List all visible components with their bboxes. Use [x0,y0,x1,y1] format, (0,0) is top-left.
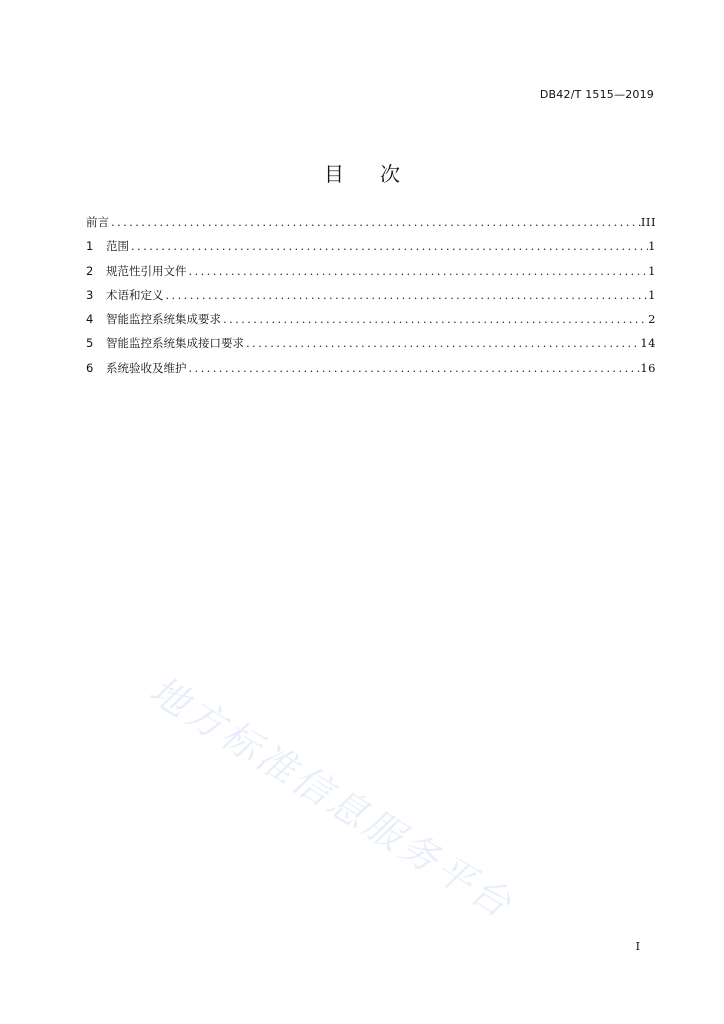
toc-entry-number: 2 [86,263,94,278]
standard-code: DB42/T 1515—2019 [539,88,654,101]
page-title [0,158,724,187]
toc-entry-4[interactable] [86,311,656,335]
toc-entry-6[interactable] [86,360,656,384]
toc-leader-dots [131,239,648,253]
toc-entry-page: 1 [648,287,656,302]
toc-entry-number: 6 [86,360,94,375]
toc-entry-number: 4 [86,312,94,327]
toc-entry-3[interactable] [86,287,656,311]
toc-entry-label: 规范性引用文件 [106,263,187,278]
toc-entry-page: 2 [648,312,656,327]
table-of-contents [86,214,656,384]
toc-entry-label: 系统验收及维护 [106,360,187,375]
toc-entry-label: 前言 [86,215,109,229]
toc-leader-dots [166,288,649,302]
toc-entry-5[interactable] [86,335,656,359]
toc-leader-dots [223,312,648,326]
toc-entry-number: 3 [86,287,94,302]
toc-entry-2[interactable] [86,263,656,287]
toc-entry-page: 1 [648,263,656,278]
toc-leader-dots [189,264,649,278]
toc-entry-1[interactable] [86,238,656,262]
title-char-1: 目 [324,162,344,186]
toc-entry-label: 术语和定义 [106,287,164,302]
toc-entry-label: 智能监控系统集成接口要求 [106,336,244,351]
watermark-text: 地方标准信息服务平台 [141,667,522,928]
toc-entry-label: 范围 [106,239,129,254]
toc-entry-page: 16 [640,360,656,375]
title-char-2: 次 [380,162,400,186]
toc-entry-label: 智能监控系统集成要求 [106,312,221,327]
toc-leader-dots [189,361,641,375]
toc-entry-page: 1 [648,239,656,254]
toc-entry-number: 5 [86,336,94,351]
page-number: I [635,940,640,953]
toc-leader-dots [246,336,640,350]
toc-leader-dots [111,215,641,229]
toc-entry-page: III [640,215,656,229]
toc-entry-number: 1 [86,239,94,254]
toc-entry-foreword[interactable] [86,214,656,238]
toc-entry-page: 14 [640,336,656,351]
